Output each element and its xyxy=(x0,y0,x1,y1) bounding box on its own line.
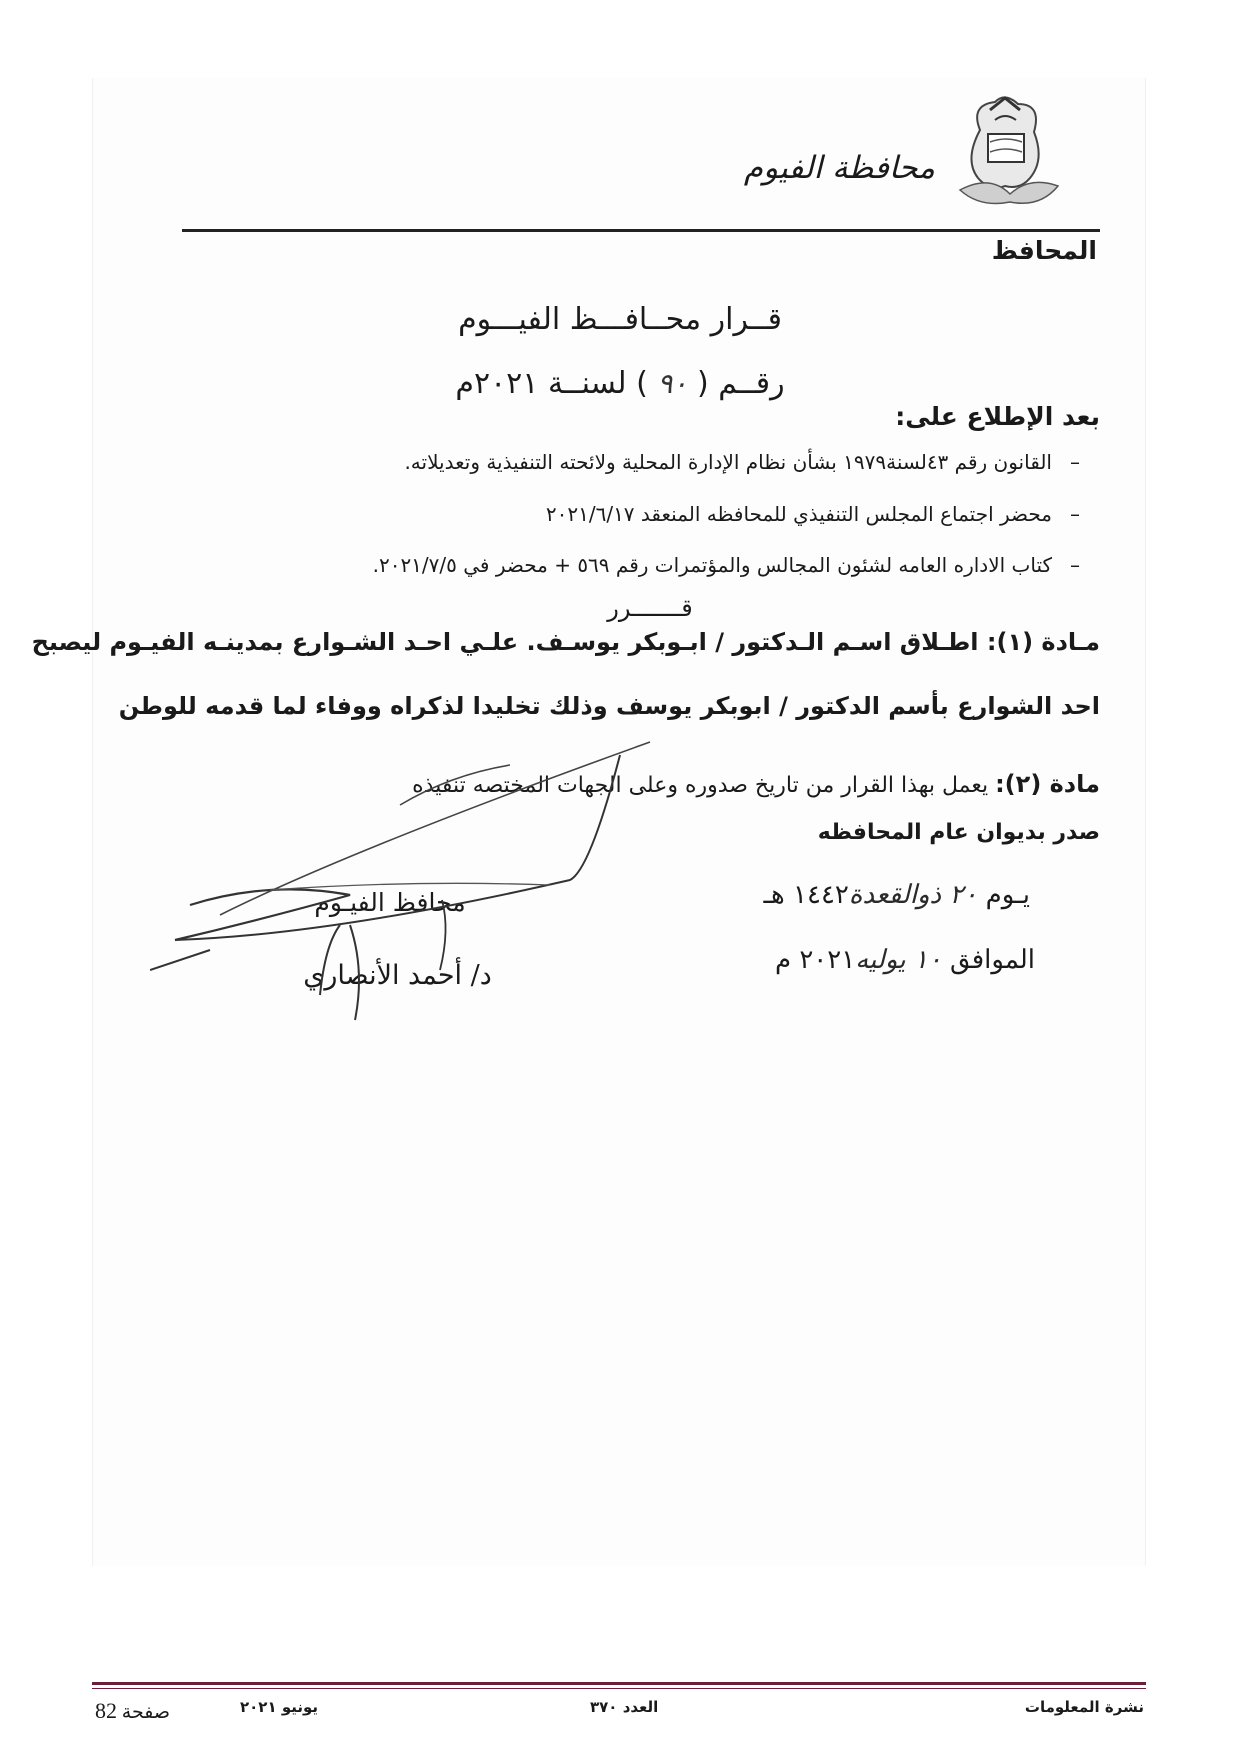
hijri-date xyxy=(763,880,1030,910)
hijri-year: ١٤٤٢ xyxy=(793,880,849,910)
reference-text: محضر اجتماع المجلس التنفيذي للمحافظه المنعقد ٢٠٢١/٦/١٧ xyxy=(545,502,1052,526)
footer-bulletin-name: نشرة المعلومات xyxy=(1024,1698,1144,1716)
hijri-day: ٢٠ xyxy=(949,880,978,910)
greg-day: ١٠ xyxy=(913,945,942,975)
footer-divider-thin xyxy=(92,1688,1146,1689)
governorate-seal-icon xyxy=(950,90,1060,210)
footer-page xyxy=(95,1698,170,1724)
gregorian-date xyxy=(775,945,1035,975)
hijri-suffix: هـ xyxy=(763,880,794,910)
header-divider xyxy=(182,229,1100,232)
decree-number-prefix: رقــم ( xyxy=(696,366,785,401)
reference-text: القانون رقم ٤٣لسنة١٩٧٩ بشأن نظام الإدارة المحلية ولائحته التنفيذية وتعديلاته. xyxy=(404,450,1052,474)
article-1-line-1: مـادة (١): اطـلاق اسـم الـدكتور / ابـوبكر يوسـف. علـي احـد الشـوارع بمدينـه الفيـوم ليصبح xyxy=(31,628,1100,656)
decided-heading: قـــــــرر xyxy=(607,594,693,622)
page-number: 82 xyxy=(95,1698,117,1723)
issued-at: صدر بديوان عام المحافظه xyxy=(817,820,1100,845)
footer-month: يونيو ٢٠٢١ xyxy=(240,1698,319,1716)
greg-prefix: الموافق xyxy=(941,945,1035,975)
hijri-prefix: يـوم xyxy=(977,880,1030,910)
decree-number: ٩٠ xyxy=(657,367,688,400)
greg-month: يوليه xyxy=(855,945,914,975)
signatory-name: د/ أحمد الأنصاري xyxy=(303,960,492,991)
list-dash: – xyxy=(1070,502,1080,526)
decree-number-suffix: ) لسنــة ٢٠٢١م xyxy=(455,366,648,401)
reference-text: كتاب الاداره العامه لشئون المجالس والمؤتمرات رقم ٥٦٩ + محضر في ٢٠٢١/٧/٥. xyxy=(372,553,1052,577)
greg-year: ٢٠٢١ xyxy=(799,945,856,975)
footer-divider xyxy=(92,1682,1146,1685)
list-dash: – xyxy=(1070,450,1080,474)
decree-title: قــرار محــافـــظ الفيـــوم xyxy=(458,302,782,337)
greg-suffix: م xyxy=(774,945,800,975)
list-dash: – xyxy=(1070,553,1080,577)
handwritten-signature xyxy=(150,730,670,1040)
signatory-title: محافظ الفيـوم xyxy=(314,888,466,917)
footer-issue: العدد ٣٧٠ xyxy=(590,1698,659,1716)
reference-item xyxy=(373,553,1080,577)
article-1-line-2: احد الشوارع بأسم الدكتور / ابوبكر يوسف وذلك تخليدا لذكراه ووفاء لما قدمه للوطن xyxy=(118,692,1100,720)
governorate-name: محافظة الفيوم xyxy=(743,150,935,186)
article-2-label: مادة (٢): xyxy=(995,770,1100,798)
article-2-text: يعمل بهذا القرار من تاريخ صدوره وعلى الجهات المختصه تنفيذه xyxy=(412,773,996,798)
decree-number-line xyxy=(0,366,1240,401)
preamble-intro: بعد الإطلاع على: xyxy=(895,402,1100,431)
page-word: صفحة xyxy=(121,1701,170,1723)
office-label: المحافظ xyxy=(991,236,1097,265)
reference-item xyxy=(404,450,1080,474)
hijri-month: ذوالقعدة xyxy=(848,880,950,910)
reference-item xyxy=(546,502,1080,526)
